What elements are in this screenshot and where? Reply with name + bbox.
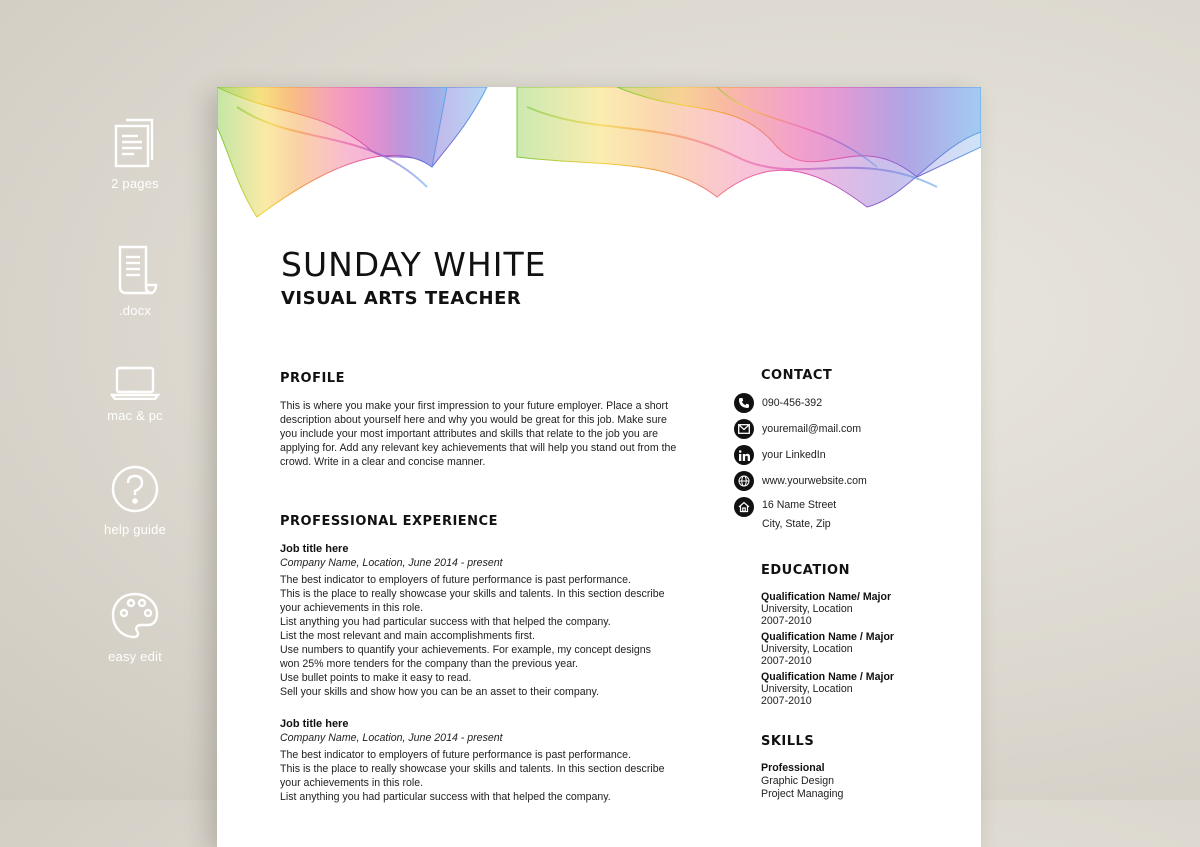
experience-line: The best indicator to employers of future performance is past performance. — [280, 749, 631, 761]
home-icon — [734, 497, 754, 517]
experience-line: Sell your skills and show how you can be an asset to their company. — [280, 686, 599, 698]
profile-heading: PROFILE — [280, 371, 345, 386]
resume-page — [217, 87, 981, 847]
document-icon — [112, 245, 158, 295]
education-years: 2007-2010 — [761, 695, 812, 707]
palette-icon — [110, 591, 160, 641]
experience-entry — [280, 717, 700, 804]
contact-website-text: www.yourwebsite.com — [762, 475, 867, 487]
experience-line: won 25% more tenders for the company than the previous year. — [280, 658, 578, 670]
globe-icon — [734, 471, 754, 491]
education-item — [761, 591, 961, 627]
experience-line: your achievements in this role. — [280, 602, 424, 614]
company-line: Company Name, Location, June 2014 - present — [280, 557, 503, 569]
contact-linkedin-text: your LinkedIn — [762, 449, 826, 461]
experience-line: List anything you had particular success with that helped the company. — [280, 616, 611, 628]
experience-line: List anything you had particular success with that helped the company. — [280, 791, 611, 803]
experience-line: Use bullet points to make it easy to read. — [280, 672, 472, 684]
job-title: Job title here — [280, 718, 349, 730]
school-location: University, Location — [761, 603, 853, 615]
feature-platform — [75, 366, 195, 423]
feature-docx — [75, 245, 195, 318]
qualification-name: Qualification Name / Major — [761, 671, 895, 683]
skill-item: Graphic Design — [761, 775, 835, 787]
feature-label-docx: .docx — [118, 303, 152, 318]
school-location: University, Location — [761, 643, 853, 655]
feature-edit — [75, 591, 195, 664]
education-years: 2007-2010 — [761, 655, 812, 667]
education-item — [761, 671, 961, 707]
feature-pages — [75, 118, 195, 191]
experience-line: List the most relevant and main accomplishments first. — [280, 630, 535, 642]
contact-email-text: youremail@mail.com — [762, 423, 862, 435]
candidate-title: VISUAL ARTS TEACHER — [281, 288, 522, 309]
feature-label-edit: easy edit — [108, 649, 162, 664]
feature-label-pages: 2 pages — [111, 176, 159, 191]
contact-address-line1: 16 Name Street — [762, 499, 837, 511]
phone-icon — [734, 393, 754, 413]
experience-line: The best indicator to employers of future performance is past performance. — [280, 574, 631, 586]
contact-address — [734, 497, 964, 534]
laptop-icon — [110, 366, 160, 400]
skills-heading: SKILLS — [761, 734, 815, 749]
watercolor-banner — [217, 87, 981, 237]
experience-line: This is the place to really showcase your skills and talents. In this section describe — [280, 763, 665, 775]
contact-website — [734, 471, 964, 491]
contact-email — [734, 419, 964, 439]
contact-phone-text: 090-456-392 — [762, 397, 823, 409]
contact-address-line2: City, State, Zip — [762, 518, 831, 530]
contact-list — [734, 393, 964, 540]
linkedin-icon — [734, 445, 754, 465]
feature-help — [75, 464, 195, 537]
skills-category: Professional — [761, 762, 825, 774]
skill-item: Project Managing — [761, 788, 844, 800]
education-years: 2007-2010 — [761, 615, 812, 627]
contact-phone — [734, 393, 964, 413]
experience-heading: PROFESSIONAL EXPERIENCE — [280, 514, 498, 529]
help-icon — [110, 464, 160, 514]
feature-label-platform: mac & pc — [107, 408, 163, 423]
experience-entry — [280, 542, 700, 699]
candidate-name: SUNDAY WHITE — [281, 245, 547, 284]
profile-text: This is where you make your first impression to your future employer. Place a short description about yourself here and why you would be great for this job. Make sure you include your most important attributes and skills that relate to the job you are applying for. Add any relevant key achievements that will help you stand out from the crowd. Write in a clear and concise manner. — [280, 400, 677, 468]
education-item — [761, 631, 961, 667]
feature-label-help: help guide — [104, 522, 166, 537]
education-heading: EDUCATION — [761, 563, 850, 578]
experience-line: This is the place to really showcase your skills and talents. In this section describe — [280, 588, 665, 600]
education-list — [761, 591, 961, 711]
skills-list — [761, 762, 961, 801]
pages-icon — [112, 118, 158, 168]
experience-line: Use numbers to quantify your achievements. For example, my concept designs — [280, 644, 651, 656]
feature-sidebar — [0, 0, 215, 800]
email-icon — [734, 419, 754, 439]
qualification-name: Qualification Name/ Major — [761, 591, 892, 603]
contact-heading: CONTACT — [761, 368, 833, 383]
contact-linkedin — [734, 445, 964, 465]
company-line: Company Name, Location, June 2014 - present — [280, 732, 503, 744]
qualification-name: Qualification Name / Major — [761, 631, 895, 643]
job-title: Job title here — [280, 543, 349, 555]
school-location: University, Location — [761, 683, 853, 695]
experience-line: your achievements in this role. — [280, 777, 424, 789]
